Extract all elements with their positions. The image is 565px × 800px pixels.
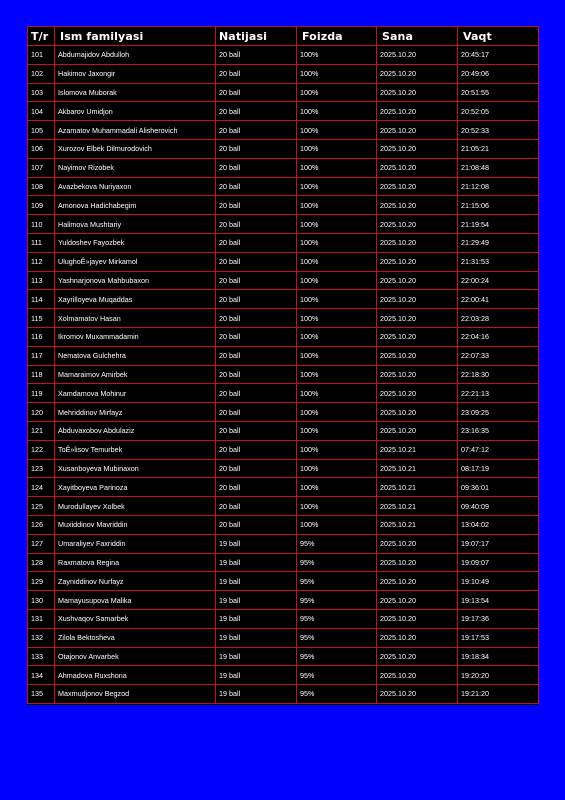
cell-rank: 128 <box>28 553 55 572</box>
cell-result: 20 ball <box>216 515 297 534</box>
cell-date: 2025.10.20 <box>377 46 458 65</box>
cell-name: Xurozov Elbek Dilmurodovich <box>55 139 216 158</box>
cell-name: Maxmudjonov Begzod <box>55 685 216 704</box>
cell-percent: 100% <box>297 215 377 234</box>
table-row <box>28 64 539 83</box>
cell-date: 2025.10.20 <box>377 158 458 177</box>
cell-name: Nematova Gulchehra <box>55 346 216 365</box>
table-row <box>28 290 539 309</box>
cell-time: 19:10:49 <box>458 572 539 591</box>
cell-time: 09:40:09 <box>458 497 539 516</box>
cell-name: Xolmamatov Hasan <box>55 309 216 328</box>
cell-date: 2025.10.20 <box>377 64 458 83</box>
cell-percent: 95% <box>297 553 377 572</box>
cell-percent: 95% <box>297 628 377 647</box>
cell-rank: 116 <box>28 327 55 346</box>
cell-time: 21:15:06 <box>458 196 539 215</box>
cell-rank: 118 <box>28 365 55 384</box>
cell-date: 2025.10.20 <box>377 177 458 196</box>
table-row <box>28 365 539 384</box>
cell-percent: 100% <box>297 139 377 158</box>
table-row <box>28 440 539 459</box>
cell-percent: 100% <box>297 403 377 422</box>
header-result: Natijasi <box>216 27 297 46</box>
cell-result: 20 ball <box>216 290 297 309</box>
table-row <box>28 666 539 685</box>
cell-time: 20:49:06 <box>458 64 539 83</box>
cell-time: 21:05:21 <box>458 139 539 158</box>
cell-time: 07:47:12 <box>458 440 539 459</box>
cell-time: 22:21:13 <box>458 384 539 403</box>
cell-name: Otajonov Anvarbek <box>55 647 216 666</box>
cell-date: 2025.10.20 <box>377 553 458 572</box>
cell-result: 20 ball <box>216 121 297 140</box>
table-row <box>28 553 539 572</box>
cell-time: 19:13:54 <box>458 591 539 610</box>
cell-rank: 121 <box>28 421 55 440</box>
cell-rank: 104 <box>28 102 55 121</box>
cell-date: 2025.10.20 <box>377 384 458 403</box>
cell-rank: 130 <box>28 591 55 610</box>
cell-time: 21:31:53 <box>458 252 539 271</box>
cell-result: 19 ball <box>216 609 297 628</box>
table-row <box>28 215 539 234</box>
cell-time: 22:04:16 <box>458 327 539 346</box>
cell-time: 23:16:35 <box>458 421 539 440</box>
cell-rank: 109 <box>28 196 55 215</box>
table-row <box>28 609 539 628</box>
cell-time: 19:07:17 <box>458 534 539 553</box>
cell-percent: 95% <box>297 647 377 666</box>
cell-time: 20:45:17 <box>458 46 539 65</box>
cell-date: 2025.10.20 <box>377 572 458 591</box>
cell-time: 19:18:34 <box>458 647 539 666</box>
table-row <box>28 233 539 252</box>
cell-time: 22:03:28 <box>458 309 539 328</box>
cell-percent: 95% <box>297 591 377 610</box>
cell-rank: 129 <box>28 572 55 591</box>
cell-result: 19 ball <box>216 553 297 572</box>
table-row <box>28 121 539 140</box>
cell-name: Nayimov Rizobek <box>55 158 216 177</box>
table-row <box>28 271 539 290</box>
cell-result: 20 ball <box>216 215 297 234</box>
cell-rank: 119 <box>28 384 55 403</box>
cell-date: 2025.10.20 <box>377 666 458 685</box>
cell-rank: 125 <box>28 497 55 516</box>
cell-name: Ahmadova Ruxshona <box>55 666 216 685</box>
cell-date: 2025.10.20 <box>377 421 458 440</box>
cell-time: 20:51:55 <box>458 83 539 102</box>
cell-name: Hakimov Jaxongir <box>55 64 216 83</box>
cell-percent: 100% <box>297 121 377 140</box>
cell-name: Ikromov Muxammadamin <box>55 327 216 346</box>
cell-percent: 100% <box>297 233 377 252</box>
cell-result: 20 ball <box>216 309 297 328</box>
cell-result: 19 ball <box>216 647 297 666</box>
table-row <box>28 534 539 553</box>
cell-result: 20 ball <box>216 384 297 403</box>
cell-time: 22:18:30 <box>458 365 539 384</box>
cell-name: ToÊ»lisov Temurbek <box>55 440 216 459</box>
cell-percent: 100% <box>297 309 377 328</box>
cell-date: 2025.10.20 <box>377 628 458 647</box>
cell-rank: 105 <box>28 121 55 140</box>
cell-rank: 108 <box>28 177 55 196</box>
cell-date: 2025.10.20 <box>377 83 458 102</box>
cell-rank: 135 <box>28 685 55 704</box>
cell-name: Zayniddinov Nurfayz <box>55 572 216 591</box>
cell-name: Abduvaxobov Abdulaziz <box>55 421 216 440</box>
cell-time: 20:52:33 <box>458 121 539 140</box>
cell-percent: 100% <box>297 384 377 403</box>
cell-result: 20 ball <box>216 478 297 497</box>
cell-rank: 112 <box>28 252 55 271</box>
cell-name: Mamayusupova Malika <box>55 591 216 610</box>
cell-rank: 124 <box>28 478 55 497</box>
cell-percent: 100% <box>297 421 377 440</box>
table-row <box>28 158 539 177</box>
cell-result: 19 ball <box>216 534 297 553</box>
cell-time: 09:36:01 <box>458 478 539 497</box>
cell-result: 20 ball <box>216 177 297 196</box>
cell-result: 20 ball <box>216 139 297 158</box>
cell-time: 08:17:19 <box>458 459 539 478</box>
cell-name: Halimova Mushtariy <box>55 215 216 234</box>
cell-result: 19 ball <box>216 572 297 591</box>
cell-date: 2025.10.20 <box>377 121 458 140</box>
table-row <box>28 572 539 591</box>
cell-rank: 132 <box>28 628 55 647</box>
cell-percent: 100% <box>297 478 377 497</box>
cell-result: 20 ball <box>216 102 297 121</box>
cell-time: 21:29:49 <box>458 233 539 252</box>
cell-result: 20 ball <box>216 421 297 440</box>
cell-rank: 120 <box>28 403 55 422</box>
cell-date: 2025.10.20 <box>377 233 458 252</box>
cell-percent: 100% <box>297 271 377 290</box>
cell-name: Akbarov Umidjon <box>55 102 216 121</box>
table-row <box>28 478 539 497</box>
table-row <box>28 102 539 121</box>
table-row <box>28 139 539 158</box>
cell-date: 2025.10.21 <box>377 440 458 459</box>
cell-percent: 95% <box>297 572 377 591</box>
cell-date: 2025.10.21 <box>377 459 458 478</box>
cell-percent: 100% <box>297 290 377 309</box>
cell-date: 2025.10.20 <box>377 403 458 422</box>
cell-percent: 95% <box>297 534 377 553</box>
cell-result: 20 ball <box>216 83 297 102</box>
table-row <box>28 346 539 365</box>
cell-time: 19:21:20 <box>458 685 539 704</box>
table-row <box>28 421 539 440</box>
cell-time: 13:04:02 <box>458 515 539 534</box>
cell-name: Amonova Hadichabegim <box>55 196 216 215</box>
cell-percent: 95% <box>297 685 377 704</box>
cell-percent: 100% <box>297 327 377 346</box>
cell-rank: 103 <box>28 83 55 102</box>
cell-rank: 111 <box>28 233 55 252</box>
table-row <box>28 327 539 346</box>
table-row <box>28 403 539 422</box>
table-row <box>28 497 539 516</box>
cell-percent: 100% <box>297 440 377 459</box>
cell-rank: 126 <box>28 515 55 534</box>
cell-date: 2025.10.20 <box>377 309 458 328</box>
cell-percent: 100% <box>297 365 377 384</box>
cell-name: Xayitboyeva Parinoza <box>55 478 216 497</box>
cell-time: 22:00:41 <box>458 290 539 309</box>
cell-result: 20 ball <box>216 196 297 215</box>
cell-date: 2025.10.20 <box>377 215 458 234</box>
table-row <box>28 628 539 647</box>
table-header-row <box>28 27 539 46</box>
cell-percent: 100% <box>297 177 377 196</box>
table-row <box>28 252 539 271</box>
cell-result: 20 ball <box>216 252 297 271</box>
cell-date: 2025.10.20 <box>377 196 458 215</box>
cell-rank: 115 <box>28 309 55 328</box>
cell-date: 2025.10.20 <box>377 252 458 271</box>
cell-name: Yashnarjonova Mahbubaxon <box>55 271 216 290</box>
cell-percent: 100% <box>297 102 377 121</box>
table-row <box>28 83 539 102</box>
cell-name: Abdumajidov Abdulloh <box>55 46 216 65</box>
table-row <box>28 647 539 666</box>
cell-rank: 101 <box>28 46 55 65</box>
cell-result: 20 ball <box>216 46 297 65</box>
cell-date: 2025.10.20 <box>377 685 458 704</box>
cell-name: Islomova Muborak <box>55 83 216 102</box>
cell-time: 19:09:07 <box>458 553 539 572</box>
cell-name: Zilola Bektosheva <box>55 628 216 647</box>
table-row <box>28 459 539 478</box>
cell-date: 2025.10.20 <box>377 365 458 384</box>
cell-rank: 114 <box>28 290 55 309</box>
cell-percent: 100% <box>297 497 377 516</box>
cell-date: 2025.10.20 <box>377 647 458 666</box>
table-row <box>28 384 539 403</box>
cell-name: Umaraliyev Faxriddin <box>55 534 216 553</box>
table-row <box>28 591 539 610</box>
cell-rank: 110 <box>28 215 55 234</box>
cell-percent: 95% <box>297 609 377 628</box>
cell-name: Xushvaqov Samarbek <box>55 609 216 628</box>
cell-percent: 100% <box>297 515 377 534</box>
table-body <box>28 46 539 704</box>
cell-result: 19 ball <box>216 685 297 704</box>
cell-result: 19 ball <box>216 666 297 685</box>
cell-date: 2025.10.20 <box>377 609 458 628</box>
cell-date: 2025.10.20 <box>377 139 458 158</box>
header-rank: T/r <box>28 27 55 46</box>
cell-rank: 113 <box>28 271 55 290</box>
table-row <box>28 46 539 65</box>
cell-time: 19:17:36 <box>458 609 539 628</box>
cell-time: 22:07:33 <box>458 346 539 365</box>
cell-percent: 100% <box>297 252 377 271</box>
cell-date: 2025.10.21 <box>377 497 458 516</box>
cell-time: 21:08:48 <box>458 158 539 177</box>
table-row <box>28 685 539 704</box>
cell-time: 19:17:53 <box>458 628 539 647</box>
cell-name: UlughoÊ»jayev Mirkamol <box>55 252 216 271</box>
cell-percent: 95% <box>297 666 377 685</box>
cell-percent: 100% <box>297 64 377 83</box>
cell-result: 20 ball <box>216 365 297 384</box>
cell-time: 20:52:05 <box>458 102 539 121</box>
cell-name: Avazbekova Nuriyaxon <box>55 177 216 196</box>
cell-name: Murodullayev Xolbek <box>55 497 216 516</box>
cell-rank: 122 <box>28 440 55 459</box>
cell-rank: 134 <box>28 666 55 685</box>
cell-result: 20 ball <box>216 327 297 346</box>
cell-name: Xamdamova Mohinur <box>55 384 216 403</box>
cell-date: 2025.10.20 <box>377 534 458 553</box>
cell-result: 20 ball <box>216 497 297 516</box>
table-row <box>28 515 539 534</box>
cell-result: 20 ball <box>216 271 297 290</box>
results-sheet <box>27 26 538 705</box>
cell-date: 2025.10.20 <box>377 102 458 121</box>
cell-name: Mehriddinov Mirfayz <box>55 403 216 422</box>
cell-result: 20 ball <box>216 440 297 459</box>
cell-time: 21:19:54 <box>458 215 539 234</box>
cell-rank: 102 <box>28 64 55 83</box>
table-row <box>28 196 539 215</box>
cell-date: 2025.10.20 <box>377 591 458 610</box>
table-row <box>28 309 539 328</box>
cell-result: 20 ball <box>216 64 297 83</box>
cell-result: 19 ball <box>216 628 297 647</box>
cell-time: 22:00:24 <box>458 271 539 290</box>
cell-percent: 100% <box>297 83 377 102</box>
cell-name: Xusanboyeva Mubinaxon <box>55 459 216 478</box>
cell-date: 2025.10.21 <box>377 478 458 497</box>
cell-time: 19:20:20 <box>458 666 539 685</box>
cell-name: Muxiddinov Mavriddin <box>55 515 216 534</box>
cell-rank: 117 <box>28 346 55 365</box>
cell-date: 2025.10.20 <box>377 327 458 346</box>
cell-date: 2025.10.20 <box>377 271 458 290</box>
cell-result: 20 ball <box>216 158 297 177</box>
cell-result: 20 ball <box>216 403 297 422</box>
cell-name: Yuldoshev Fayozbek <box>55 233 216 252</box>
cell-percent: 100% <box>297 196 377 215</box>
cell-time: 21:12:08 <box>458 177 539 196</box>
cell-date: 2025.10.20 <box>377 346 458 365</box>
cell-name: Xayrilloyeva Muqaddas <box>55 290 216 309</box>
cell-percent: 100% <box>297 46 377 65</box>
cell-name: Raxmatova Regina <box>55 553 216 572</box>
cell-name: Azamatov Muhammadali Alisherovich <box>55 121 216 140</box>
cell-percent: 100% <box>297 346 377 365</box>
cell-result: 20 ball <box>216 346 297 365</box>
cell-percent: 100% <box>297 158 377 177</box>
cell-result: 19 ball <box>216 591 297 610</box>
header-percent: Foizda <box>297 27 377 46</box>
cell-name: Mamaraimov Amirbek <box>55 365 216 384</box>
header-time: Vaqt <box>458 27 539 46</box>
cell-result: 20 ball <box>216 233 297 252</box>
cell-rank: 123 <box>28 459 55 478</box>
cell-rank: 106 <box>28 139 55 158</box>
cell-rank: 131 <box>28 609 55 628</box>
cell-percent: 100% <box>297 459 377 478</box>
header-date: Sana <box>377 27 458 46</box>
cell-rank: 133 <box>28 647 55 666</box>
cell-date: 2025.10.20 <box>377 290 458 309</box>
cell-rank: 107 <box>28 158 55 177</box>
cell-time: 23:09:25 <box>458 403 539 422</box>
cell-rank: 127 <box>28 534 55 553</box>
table-row <box>28 177 539 196</box>
header-name: Ism familyasi <box>55 27 216 46</box>
cell-result: 20 ball <box>216 459 297 478</box>
results-table <box>27 26 539 704</box>
cell-date: 2025.10.21 <box>377 515 458 534</box>
